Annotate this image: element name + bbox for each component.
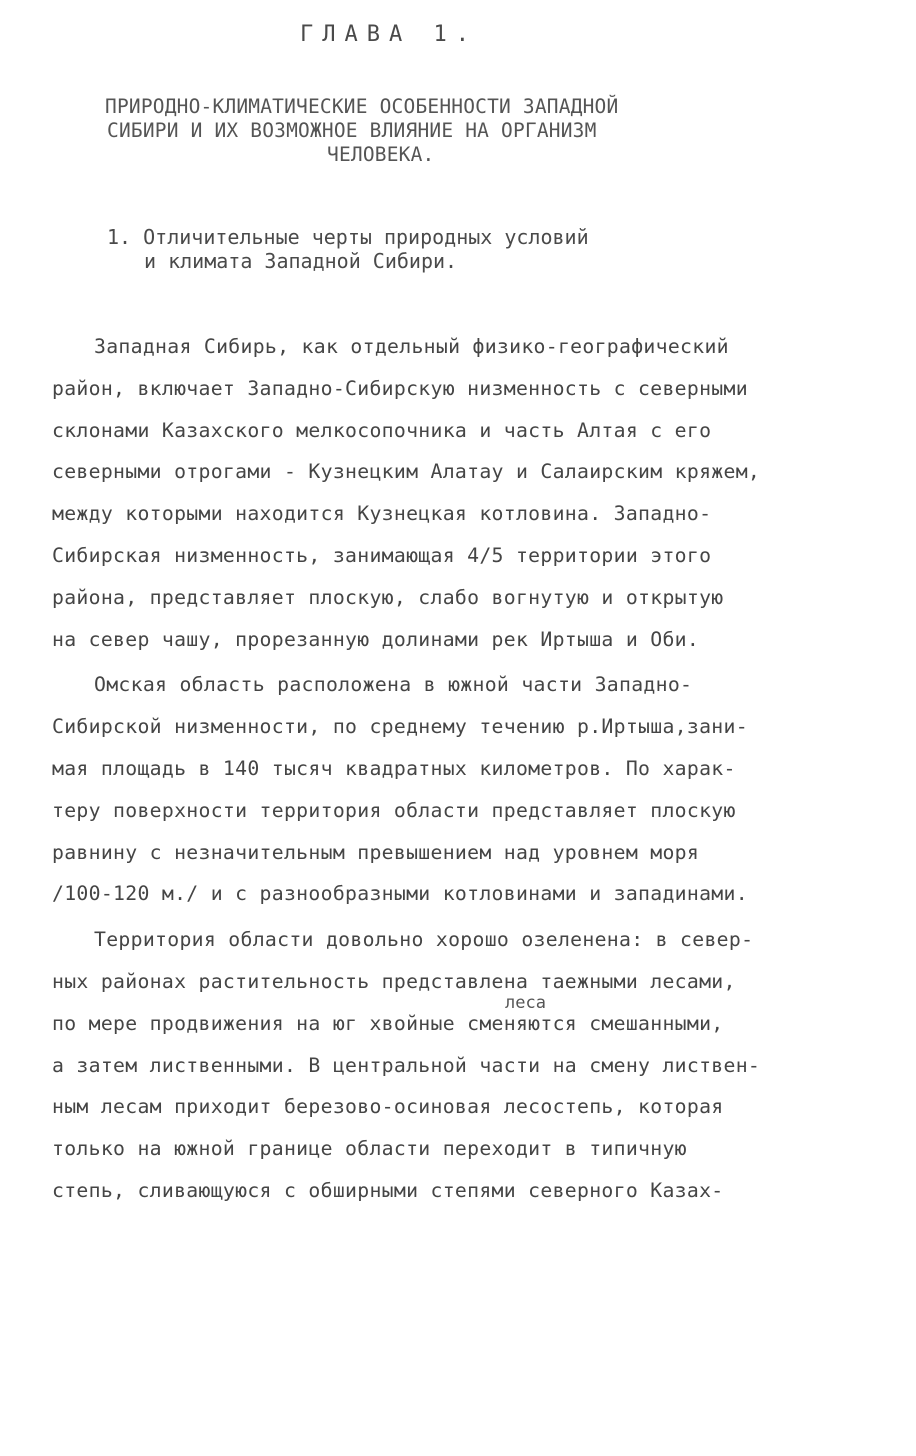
paragraph-3-line: ным лесам приходит березово-осиновая лесостепь, которая	[52, 1095, 724, 1119]
paragraph-1-line: Западная Сибирь, как отдельный физико-географический	[94, 335, 729, 358]
chapter-title-line: ПРИРОДНО-КЛИМАТИЧЕСКИЕ ОСОБЕННОСТИ ЗАПАДНОЙ	[105, 95, 619, 118]
paragraph-2-line: Омская область расположена в южной части Западно-	[94, 673, 693, 697]
chapter-title-line: СИБИРИ И ИХ ВОЗМОЖНОЕ ВЛИЯНИЕ НА ОРГАНИЗМ	[107, 119, 597, 142]
section-heading-line: 1. Отличительные черты природных условий	[107, 225, 589, 249]
chapter-heading: ГЛАВА 1.	[300, 22, 478, 47]
paragraph-3-line: Территория области довольно хорошо озеленена: в север-	[94, 928, 754, 952]
interlinear-insert: леса	[505, 993, 546, 1013]
paragraph-1-line: северными отрогами - Кузнецким Алатау и Салаирским кряжем,	[52, 460, 761, 484]
paragraph-1-line: склонами Казахского мелкосопочника и часть Алтая с его	[52, 418, 712, 442]
paragraph-3-line: а затем лиственными. В центральной части на смену листвен-	[52, 1053, 761, 1077]
section-heading-line: и климата Западной Сибири.	[144, 249, 458, 273]
paragraph-3-line: степь, сливающуюся с обширными степями северного Казах-	[52, 1178, 724, 1202]
paragraph-1-line: район, включает Западно-Сибирскую низменность с северными	[52, 376, 748, 400]
body-text	[52, 326, 882, 1212]
chapter-title	[95, 95, 735, 167]
chapter-title-line: ЧЕЛОВЕКА.	[327, 143, 435, 166]
section-heading	[107, 225, 589, 273]
paragraph-3-line: по мере продвижения на юг хвойные сменяются смешанными,	[52, 1011, 724, 1035]
paragraph-1-line: между которыми находится Кузнецкая котловина. Западно-	[52, 502, 712, 526]
paragraph-1-line: Сибирская низменность, занимающая 4/5 территории этого	[52, 543, 712, 567]
paragraph-2-line: мая площадь в 140 тысяч квадратных километров. По харак-	[52, 756, 736, 780]
paragraph-3-line: только на южной границе области переходит в типичную	[52, 1137, 687, 1161]
paragraph-2-line: Сибирской низменности, по среднему течению р.Иртыша,зани-	[52, 715, 748, 739]
paragraph-3-line: ных районах растительность представлена таежными лесами,	[52, 969, 736, 993]
paragraph-1-line: на север чашу, прорезанную долинами рек Иртыша и Оби.	[52, 627, 700, 651]
paragraph-2-line: равнину с незначительным превышением над уровнем моря	[52, 840, 700, 864]
paragraph-2-line: /100-120 м./ и с разнообразными котловинами и западинами.	[52, 882, 748, 906]
paragraph-2-line: теру поверхности территория области представляет плоскую	[52, 798, 736, 822]
paragraph-1-line: района, представляет плоскую, слабо вогнутую и открытую	[52, 585, 724, 609]
